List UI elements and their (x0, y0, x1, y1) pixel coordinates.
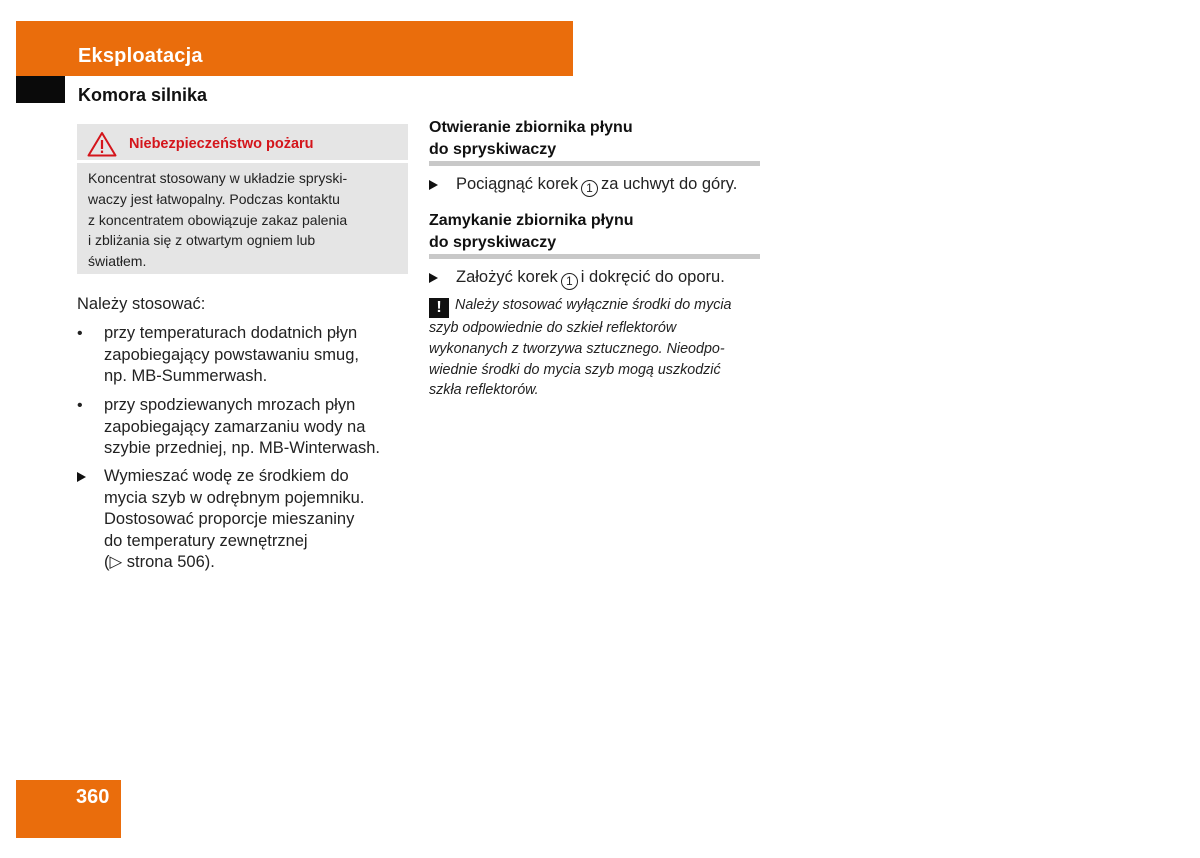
warning-divider (77, 160, 408, 163)
caution-note (429, 295, 769, 401)
list-item-line: zapobiegający zamarzaniu wody na (104, 417, 366, 436)
callout-number: 1 (561, 273, 578, 290)
warning-line: i zbliżania się z otwartym ogniem lub (88, 232, 316, 249)
list-item-line: przy spodziewanych mrozach płyn (104, 396, 356, 414)
warning-title: Niebezpieczeństwo pożaru (129, 136, 314, 152)
ref-triangle-icon: ▷ (109, 553, 123, 571)
warning-line: z koncentratem obowiązuje zakaz palenia (88, 211, 348, 228)
heading-line: do spryskiwaczy (429, 141, 557, 158)
page-reference (104, 552, 364, 574)
warning-text (88, 168, 398, 272)
step-line: do temperatury zewnętrznej (104, 531, 308, 550)
step-text: Założyć korek (456, 268, 558, 286)
callout-number: 1 (581, 180, 598, 197)
step-line: Dostosować proporcje mieszaniny (104, 510, 355, 528)
warning-line: światłem. (88, 253, 147, 270)
exclamation-icon: ! (429, 298, 449, 318)
step-arrow-icon (77, 466, 97, 489)
heading-rule (429, 254, 760, 259)
list-item-line: np. MB-Summerwash. (104, 367, 268, 385)
list-item-line: przy temperaturach dodatnich płyn (104, 324, 358, 342)
bullet-marker: • (77, 397, 83, 414)
step-line: Wymieszać wodę ze środkiem do (104, 467, 349, 485)
step-arrow-icon (429, 267, 449, 290)
step-text: Pociągnąć korek (456, 175, 578, 193)
chapter-title: Eksploatacja (78, 45, 203, 67)
warning-triangle-icon (87, 131, 117, 157)
intro-text: Należy stosować: (77, 295, 206, 313)
open-tank-heading (429, 117, 633, 161)
list-item-line: zapobiegający powstawaniu smug, (104, 345, 359, 364)
warning-line: Koncentrat stosowany w układzie spryski- (88, 170, 348, 186)
list-item-line: szybie przedniej, np. MB-Winterwash. (104, 439, 381, 457)
heading-line: do spryskiwaczy (429, 234, 557, 251)
fire-warning-box (77, 124, 408, 274)
note-line: szkła reflektorów. (429, 382, 539, 399)
bullet-marker: • (77, 325, 83, 342)
warning-line: waczy jest łatwopalny. Podczas kontaktu (88, 190, 340, 207)
ref-paren: ( (104, 553, 110, 571)
section-title: Komora silnika (78, 85, 208, 105)
page-number: 360 (76, 786, 110, 808)
step-arrow-icon (429, 174, 449, 197)
heading-rule (429, 161, 760, 166)
note-line: wiednie środki do mycia szyb mogą uszkodzić (429, 361, 721, 378)
note-line: szyb odpowiednie do szkieł reflektorów (429, 320, 677, 336)
heading-line: Otwieranie zbiornika płynu (429, 119, 633, 136)
heading-line: Zamykanie zbiornika płynu (429, 212, 634, 229)
ref-text: strona 506). (122, 553, 215, 571)
note-line: wykonanych z tworzywa sztucznego. Nieodpo- (429, 340, 725, 357)
step-text: i dokręcić do oporu. (580, 268, 725, 286)
warning-header (87, 130, 314, 158)
step-text: za uchwyt do góry. (601, 175, 738, 193)
close-tank-heading (429, 210, 634, 254)
step-line: mycia szyb w odrębnym pojemniku. (104, 488, 365, 507)
section-marker (16, 76, 65, 103)
note-line: Należy stosować wyłącznie środki do mycia (455, 297, 732, 313)
